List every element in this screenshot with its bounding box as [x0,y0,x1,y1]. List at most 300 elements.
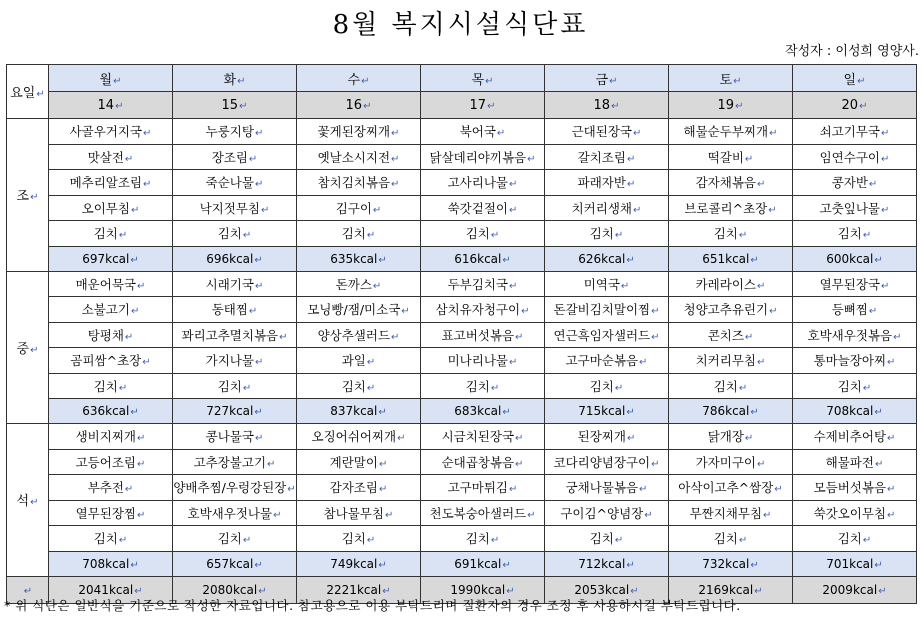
dish-cell: 연근흑임자샐러드↵ [545,322,669,348]
total-kcal-cell: 2169kcal↵ [669,576,793,603]
return-mark-icon: ↵ [490,230,500,242]
return-mark-icon: ↵ [30,344,39,356]
dish-cell: 파래자반↵ [545,170,669,196]
date-cell: 18↵ [545,92,669,119]
dish-cell: 임연수구이↵ [793,144,917,170]
return-mark-icon: ↵ [763,509,772,521]
return-mark-icon: ↵ [137,280,146,292]
return-mark-icon: ↵ [769,306,778,318]
return-mark-icon: ↵ [874,559,883,571]
return-mark-icon: ↵ [143,128,152,140]
return-mark-icon: ↵ [733,75,742,87]
return-mark-icon: ↵ [620,280,630,292]
dish-cell: 표고버섯볶음↵ [421,322,545,348]
return-mark-icon: ↵ [401,306,410,318]
dish-cell: 카레라이스↵ [669,271,793,297]
return-mark-icon: ↵ [487,100,496,112]
return-mark-icon: ↵ [363,100,372,112]
meal-label: 중↵ [7,271,49,424]
return-mark-icon: ↵ [626,407,635,418]
dish-cell: 누룽지탕↵ [173,119,297,145]
return-mark-icon: ↵ [527,509,536,521]
dish-cell: 참치김치볶음↵ [297,170,421,196]
dish-cell: 콘치즈↵ [669,322,793,348]
return-mark-icon: ↵ [893,331,902,343]
dish-cell: 김치↵ [297,373,421,399]
return-mark-icon: ↵ [248,306,258,318]
return-mark-icon: ↵ [273,509,282,521]
return-mark-icon: ↵ [242,230,252,242]
return-mark-icon: ↵ [626,559,635,571]
date-cell: 15↵ [173,92,297,119]
page-title: 8월 복지시설식단표 [332,10,589,40]
return-mark-icon: ↵ [130,254,139,266]
return-mark-icon: ↵ [372,204,382,216]
return-mark-icon: ↵ [254,407,263,418]
date-cell: 17↵ [421,92,545,119]
return-mark-icon: ↵ [254,254,263,266]
return-mark-icon: ↵ [242,535,252,547]
return-mark-icon: ↵ [887,509,896,521]
return-mark-icon: ↵ [881,153,890,165]
return-mark-icon: ↵ [509,484,518,496]
return-mark-icon: ↵ [378,484,388,496]
return-mark-icon: ↵ [124,153,134,165]
dish-cell: 낙지젓무침↵ [173,195,297,221]
return-mark-icon: ↵ [644,509,653,521]
dish-cell: 김치↵ [297,526,421,552]
return-mark-icon: ↵ [391,153,400,165]
return-mark-icon: ↵ [527,153,536,165]
return-mark-icon: ↵ [366,230,376,242]
dish-cell: 미나리나물↵ [421,348,545,374]
dish-cell: 열무된장찜↵ [49,500,173,526]
return-mark-icon: ↵ [881,280,890,292]
return-mark-icon: ↵ [23,585,33,597]
yoil-label: 요일↵ [7,65,49,119]
dish-row [7,449,917,475]
return-mark-icon: ↵ [887,433,896,445]
return-mark-icon: ↵ [750,407,759,418]
return-mark-icon: ↵ [757,458,766,470]
dish-row [7,322,917,348]
return-mark-icon: ↵ [113,75,122,87]
author-line: 작성자 : 이성희 영양사. [785,44,919,59]
return-mark-icon: ↵ [130,407,139,418]
kcal-cell: 837kcal↵ [297,399,421,424]
return-mark-icon: ↵ [143,179,152,191]
return-mark-icon: ↵ [36,89,45,100]
dish-cell: 부추전↵ [49,475,173,501]
dish-cell: 갈치조림↵ [545,144,669,170]
return-mark-icon: ↵ [137,458,146,470]
dish-cell: 맛살전↵ [49,144,173,170]
return-mark-icon: ↵ [490,535,500,547]
return-mark-icon: ↵ [750,254,759,266]
return-mark-icon: ↵ [267,458,276,470]
dish-cell: 고구마튀김↵ [421,475,545,501]
dish-cell: 옛날소시지전↵ [297,144,421,170]
dish-cell: 콩자반↵ [793,170,917,196]
return-mark-icon: ↵ [118,382,128,394]
return-mark-icon: ↵ [614,535,624,547]
return-mark-icon: ↵ [242,382,252,394]
dish-cell: 아삭이고추^쌈장↵ [669,475,793,501]
dish-cell: 동태찜↵ [173,297,297,323]
return-mark-icon: ↵ [378,407,387,418]
dish-cell: 두부김치국↵ [421,271,545,297]
meal-label: 석↵ [7,424,49,577]
return-mark-icon: ↵ [237,75,246,87]
footnote: * 위 식단은 일반식을 기준으로 작성한 자료입니다. 참고용으로 이용 부탁드리며 질환자의 경우 조정 후 사용하시길 부탁드립니다. [4,598,741,613]
dish-cell: 김치↵ [793,526,917,552]
return-mark-icon: ↵ [258,585,267,597]
dish-cell: 김치↵ [49,373,173,399]
return-mark-icon: ↵ [744,331,754,343]
return-mark-icon: ↵ [881,204,890,216]
dish-cell: 오이무침↵ [49,195,173,221]
return-mark-icon: ↵ [372,280,382,292]
return-mark-icon: ↵ [521,306,530,318]
kcal-cell: 696kcal↵ [173,246,297,271]
return-mark-icon: ↵ [485,75,494,87]
kcal-cell: 712kcal↵ [545,551,669,576]
dish-cell: 고등어조림↵ [49,449,173,475]
dish-cell: 가지나물↵ [173,348,297,374]
dish-cell: 김치↵ [297,221,421,247]
dish-cell: 코다리양념장구이↵ [545,449,669,475]
return-mark-icon: ↵ [626,153,636,165]
kcal-cell: 715kcal↵ [545,399,669,424]
return-mark-icon: ↵ [509,204,518,216]
date-cell: 14↵ [49,92,173,119]
dish-cell: 해물순두부찌개↵ [669,119,793,145]
dish-cell: 김치↵ [421,526,545,552]
return-mark-icon: ↵ [137,509,146,521]
dish-cell: 메추리알조림↵ [49,170,173,196]
dish-cell: 치커리무침↵ [669,348,793,374]
dish-cell: 구이김^양념장↵ [545,500,669,526]
return-mark-icon: ↵ [639,484,648,496]
return-mark-icon: ↵ [878,585,887,597]
return-mark-icon: ↵ [757,280,766,292]
kcal-cell: 651kcal↵ [669,246,793,271]
dish-cell: 돈까스↵ [297,271,421,297]
day-cell: 일↵ [793,65,917,92]
dish-cell: 치커리생채↵ [545,195,669,221]
dish-cell: 양배추찜/우렁강된장↵ [173,475,297,501]
dish-cell: 김치↵ [545,526,669,552]
dish-cell: 가자미구이↵ [669,449,793,475]
dish-row [7,170,917,196]
kcal-row [7,246,917,271]
return-mark-icon: ↵ [378,559,387,571]
dish-cell: 김치↵ [421,373,545,399]
return-mark-icon: ↵ [738,230,748,242]
dish-cell: 쇠고기무국↵ [793,119,917,145]
return-mark-icon: ↵ [515,458,524,470]
return-mark-icon: ↵ [502,559,511,571]
dish-cell: 소불고기↵ [49,297,173,323]
dish-cell: 천도복숭아샐러드↵ [421,500,545,526]
day-header-row [7,65,917,92]
return-mark-icon: ↵ [626,254,635,266]
return-mark-icon: ↵ [254,433,264,445]
dish-cell: 김치↵ [173,221,297,247]
return-mark-icon: ↵ [757,357,766,369]
total-kcal-cell: 2009kcal↵ [793,576,917,603]
dish-cell: 죽순나물↵ [173,170,297,196]
dish-cell: 김치↵ [793,221,917,247]
return-mark-icon: ↵ [254,179,264,191]
dish-cell: 북어국↵ [421,119,545,145]
date-cell: 20↵ [793,92,917,119]
return-mark-icon: ↵ [651,458,660,470]
dish-cell: 통마늘장아찌↵ [793,348,917,374]
dish-cell: 김치↵ [669,526,793,552]
dish-row [7,500,917,526]
dish-cell: 고추장불고기↵ [173,449,297,475]
dish-cell: 감자채볶음↵ [669,170,793,196]
total-kcal-cell: 2053kcal↵ [545,576,669,603]
dish-cell: 생비지찌개↵ [49,424,173,450]
return-mark-icon: ↵ [769,128,778,140]
return-mark-icon: ↵ [626,433,636,445]
total-kcal-cell: 2221kcal↵ [297,576,421,603]
return-mark-icon: ↵ [124,331,134,343]
dish-row [7,119,917,145]
return-mark-icon: ↵ [118,535,128,547]
return-mark-icon: ↵ [868,179,878,191]
kcal-cell: 708kcal↵ [49,551,173,576]
return-mark-icon: ↵ [515,331,524,343]
day-cell: 토↵ [669,65,793,92]
return-mark-icon: ↵ [254,280,264,292]
meal-label: 조↵ [7,119,49,272]
dish-cell: 김치↵ [173,373,297,399]
dish-cell: 순대곱창볶음↵ [421,449,545,475]
return-mark-icon: ↵ [757,179,766,191]
dish-row [7,475,917,501]
return-mark-icon: ↵ [887,484,896,496]
dish-row [7,144,917,170]
kcal-cell: 701kcal↵ [793,551,917,576]
return-mark-icon: ↵ [874,458,884,470]
kcal-cell: 683kcal↵ [421,399,545,424]
kcal-cell: 749kcal↵ [297,551,421,576]
kcal-row [7,399,917,424]
return-mark-icon: ↵ [651,331,660,343]
dish-cell: 시래기국↵ [173,271,297,297]
return-mark-icon: ↵ [768,204,777,216]
kcal-cell: 708kcal↵ [793,399,917,424]
kcal-cell: 691kcal↵ [421,551,545,576]
kcal-cell: 657kcal↵ [173,551,297,576]
date-cell: 16↵ [297,92,421,119]
dish-row [7,195,917,221]
dish-cell: 감자조림↵ [297,475,421,501]
return-mark-icon: ↵ [378,458,388,470]
return-mark-icon: ↵ [744,433,754,445]
return-mark-icon: ↵ [391,331,400,343]
dish-cell: 모닝빵/잼/미소국↵ [297,297,421,323]
kcal-cell: 636kcal↵ [49,399,173,424]
dish-cell: 고춧잎나물↵ [793,195,917,221]
return-mark-icon: ↵ [609,75,618,87]
dish-cell: 김구이↵ [297,195,421,221]
kcal-cell: 786kcal↵ [669,399,793,424]
return-mark-icon: ↵ [254,357,264,369]
dish-cell: 닭개장↵ [669,424,793,450]
return-mark-icon: ↵ [397,433,406,445]
dish-cell: 된장찌개↵ [545,424,669,450]
dish-cell: 계란말이↵ [297,449,421,475]
return-mark-icon: ↵ [868,306,878,318]
return-mark-icon: ↵ [774,484,783,496]
dish-cell: 열무된장국↵ [793,271,917,297]
return-mark-icon: ↵ [30,192,39,204]
return-mark-icon: ↵ [509,357,518,369]
return-mark-icon: ↵ [118,230,128,242]
dish-row [7,271,917,297]
return-mark-icon: ↵ [862,230,872,242]
dish-cell: 콩나물국↵ [173,424,297,450]
dish-cell: 돈갈비김치말이찜↵ [545,297,669,323]
dish-cell: 고구마순볶음↵ [545,348,669,374]
return-mark-icon: ↵ [735,100,744,112]
dish-cell: 모듬버섯볶음↵ [793,475,917,501]
dish-cell: 김치↵ [421,221,545,247]
return-mark-icon: ↵ [391,128,400,140]
kcal-cell: 600kcal↵ [793,246,917,271]
return-mark-icon: ↵ [874,254,883,266]
day-cell: 목↵ [421,65,545,92]
dish-cell: 오징어쉬어찌개↵ [297,424,421,450]
return-mark-icon: ↵ [744,153,754,165]
return-mark-icon: ↵ [366,357,376,369]
dish-cell: 김치↵ [545,221,669,247]
dish-cell: 꽃게된장찌개↵ [297,119,421,145]
dish-cell: 궁채나물볶음↵ [545,475,669,501]
return-mark-icon: ↵ [626,179,636,191]
day-cell: 월↵ [49,65,173,92]
date-row [7,92,917,119]
return-mark-icon: ↵ [633,128,642,140]
kcal-row [7,551,917,576]
kcal-cell: 616kcal↵ [421,246,545,271]
return-mark-icon: ↵ [509,280,518,292]
menu-table [6,64,917,604]
return-mark-icon: ↵ [130,306,140,318]
return-mark-icon: ↵ [651,306,660,318]
return-mark-icon: ↵ [239,100,248,112]
return-mark-icon: ↵ [630,585,639,597]
dish-cell: 김치↵ [669,373,793,399]
return-mark-icon: ↵ [738,535,748,547]
return-mark-icon: ↵ [506,585,515,597]
dish-cell: 청양고추유린기↵ [669,297,793,323]
dish-row [7,373,917,399]
dish-cell: 김치↵ [669,221,793,247]
return-mark-icon: ↵ [254,559,263,571]
return-mark-icon: ↵ [261,204,270,216]
dish-cell: 시금치된장국↵ [421,424,545,450]
return-mark-icon: ↵ [382,585,391,597]
dish-row [7,297,917,323]
return-mark-icon: ↵ [859,100,868,112]
dish-cell: 브로콜리^초장↵ [669,195,793,221]
dish-cell: 김치↵ [49,526,173,552]
dish-cell: 고사리나물↵ [421,170,545,196]
dish-cell: 쑥갓오이무침↵ [793,500,917,526]
return-mark-icon: ↵ [391,179,400,191]
dish-cell: 참나물무침↵ [297,500,421,526]
dish-cell: 등뼈찜↵ [793,297,917,323]
kcal-cell: 732kcal↵ [669,551,793,576]
return-mark-icon: ↵ [754,585,763,597]
return-mark-icon: ↵ [502,254,511,266]
return-mark-icon: ↵ [124,484,134,496]
return-mark-icon: ↵ [137,433,146,445]
day-cell: 수↵ [297,65,421,92]
dish-row [7,348,917,374]
dish-cell: 매운어묵국↵ [49,271,173,297]
return-mark-icon: ↵ [881,128,890,140]
day-cell: 화↵ [173,65,297,92]
return-mark-icon: ↵ [874,407,883,418]
return-mark-icon: ↵ [279,331,288,343]
return-mark-icon: ↵ [134,585,143,597]
return-mark-icon: ↵ [254,128,264,140]
dish-cell: 김치↵ [793,373,917,399]
dish-cell: 해물파전↵ [793,449,917,475]
dish-cell: 김치↵ [173,526,297,552]
dish-cell: 곰피쌈^초장↵ [49,348,173,374]
dish-row [7,526,917,552]
dish-cell: 사골우거지국↵ [49,119,173,145]
dish-cell: 미역국↵ [545,271,669,297]
return-mark-icon: ↵ [509,179,518,191]
return-mark-icon: ↵ [115,100,124,112]
return-mark-icon: ↵ [490,382,500,394]
dish-cell: 호박새우젓볶음↵ [793,322,917,348]
return-mark-icon: ↵ [287,484,296,496]
dish-cell: 떡갈비↵ [669,144,793,170]
return-mark-icon: ↵ [361,75,370,87]
return-mark-icon: ↵ [633,204,642,216]
return-mark-icon: ↵ [862,382,872,394]
return-mark-icon: ↵ [502,407,511,418]
return-mark-icon: ↵ [366,535,376,547]
total-kcal-cell: 2080kcal↵ [173,576,297,603]
dish-cell: 양상추샐러드↵ [297,322,421,348]
return-mark-icon: ↵ [496,128,506,140]
return-mark-icon: ↵ [130,204,140,216]
dish-cell: 장조림↵ [173,144,297,170]
dish-cell: 탕평채↵ [49,322,173,348]
dish-cell: 무짠지채무침↵ [669,500,793,526]
total-kcal-cell: 2041kcal↵ [49,576,173,603]
kcal-cell: 727kcal↵ [173,399,297,424]
return-mark-icon: ↵ [30,497,39,509]
dish-row [7,424,917,450]
return-mark-icon: ↵ [738,382,748,394]
return-mark-icon: ↵ [857,75,866,87]
dish-cell: 쑥갓겉절이↵ [421,195,545,221]
date-cell: 19↵ [669,92,793,119]
dish-cell: 근대된장국↵ [545,119,669,145]
return-mark-icon: ↵ [750,559,759,571]
